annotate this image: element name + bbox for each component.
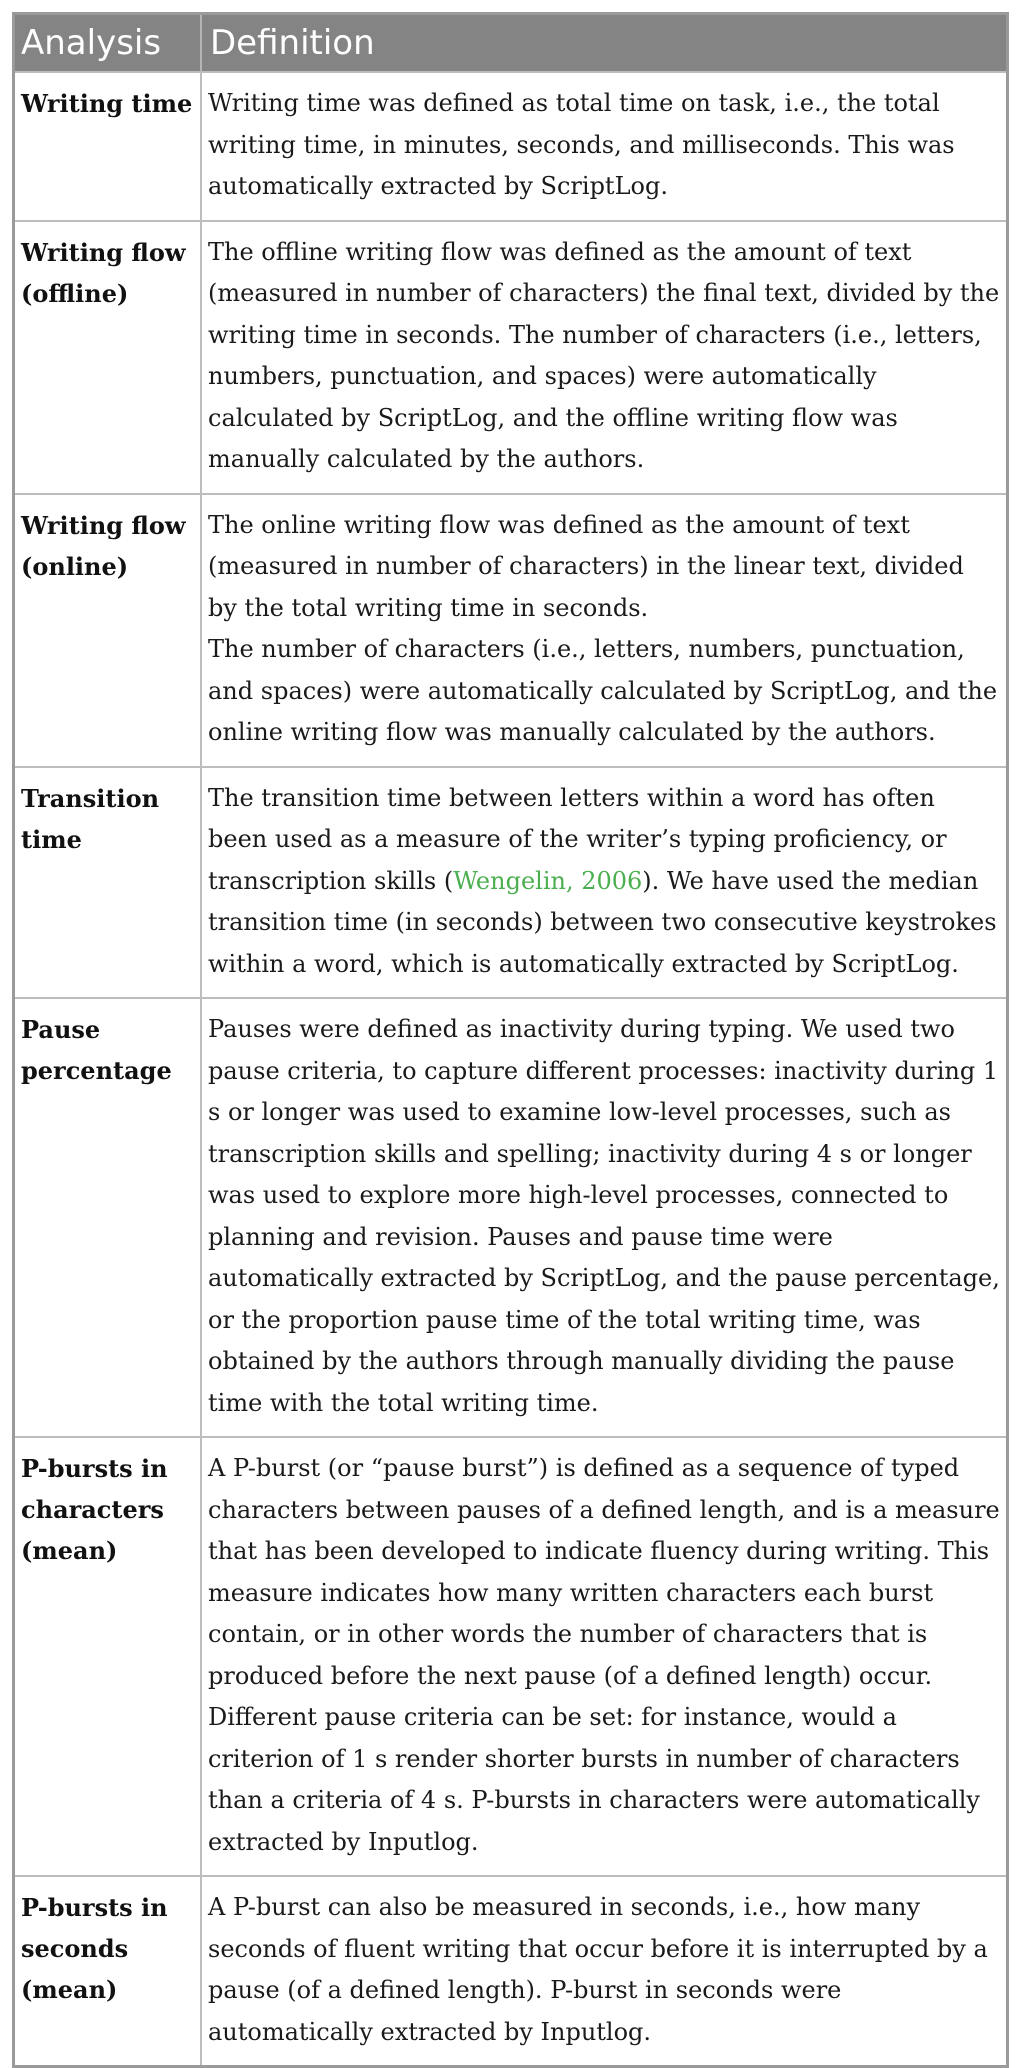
- definition-text-before: The transition time between letters within a word has often been used as a measure of the writer’s typing proficiency, or transcription skills (: [208, 783, 947, 895]
- row-definition: [208, 778, 1000, 986]
- definition-text-after: ). We have used the median transition time (in seconds) between two consecutive keystrokes within a word, which is automatically extracted by ScriptLog.: [208, 866, 997, 978]
- row-definition: A P-burst (or “pause burst”) is defined as a sequence of typed characters between pauses of a defined length, and is a measure that has been developed to indicate fluency during writing. This measure indicates how many written characters each burst contain, or in other words the number of characters that is produced before the next pause (of a defined length) occur. Different pause criteria can be set: for instance, would a criterion of 1 s render shorter bursts in number of characters than a criteria of 4 s. P-bursts in characters were automatically extracted by Inputlog.: [208, 1454, 1000, 1856]
- citation-link[interactable]: Wengelin, 2006: [453, 866, 643, 895]
- row-term: P-bursts in characters (mean): [21, 1454, 168, 1565]
- definitions-table: [12, 12, 1009, 2068]
- row-definition: A P-burst can also be measured in seconds, i.e., how many seconds of fluent writing that occur before it is interrupted by a pause (of a defined length). P-burst in seconds were automatically extracted by Inputlog.: [208, 1893, 988, 2046]
- table-row: [15, 220, 1006, 493]
- table-row: [15, 1875, 1006, 2065]
- table-row: [15, 71, 1006, 220]
- row-term: Writing time: [21, 89, 193, 118]
- table-row: [15, 1436, 1006, 1875]
- row-definition-continued: The number of characters (i.e., letters, numbers, punctuation, and spaces) were automatically calculated by ScriptLog, and the online writing flow was manually calculated by the authors.: [208, 635, 998, 746]
- table-row: [15, 493, 1006, 766]
- table-header-row: [15, 15, 1006, 71]
- row-definition: Pauses were defined as inactivity during typing. We used two pause criteria, to capture different processes: inactivity during 1 s or longer was used to examine low-level processes, such as transcription skills and spelling; inactivity during 4 s or longer was used to explore more high-level processes, connected to planning and revision. Pauses and pause time were automatically extracted by ScriptLog, and the pause percentage, or the proportion pause time of the total writing time, was obtained by the authors through manually dividing the pause time with the total writing time.: [208, 1015, 1000, 1417]
- table-row: [15, 997, 1006, 1436]
- row-term: Writing flow (online): [21, 510, 186, 581]
- row-definition: The offline writing flow was defined as the amount of text (measured in number of characters) the final text, divided by the writing time in seconds. The number of characters (i.e., letters, numbers, punctuation, and spaces) were automatically calculated by ScriptLog, and the offline writing flow was manually calculated by the authors.: [208, 237, 1000, 473]
- row-term: Pause percentage: [21, 1015, 172, 1085]
- row-definition: Writing time was defined as total time on task, i.e., the total writing time, in minutes, seconds, and milliseconds. This was automatically extracted by ScriptLog.: [208, 89, 955, 200]
- row-definition: The online writing flow was defined as the amount of text (measured in number of characters) in the linear text, divided by the total writing time in seconds.: [208, 510, 964, 622]
- header-analysis: Analysis: [15, 15, 202, 71]
- row-term: P-bursts in seconds (mean): [21, 1893, 168, 2004]
- row-term: Transition time: [21, 783, 160, 854]
- row-term: Writing flow (offline): [21, 237, 186, 308]
- header-definition: Definition: [210, 23, 375, 63]
- table-row: [15, 766, 1006, 998]
